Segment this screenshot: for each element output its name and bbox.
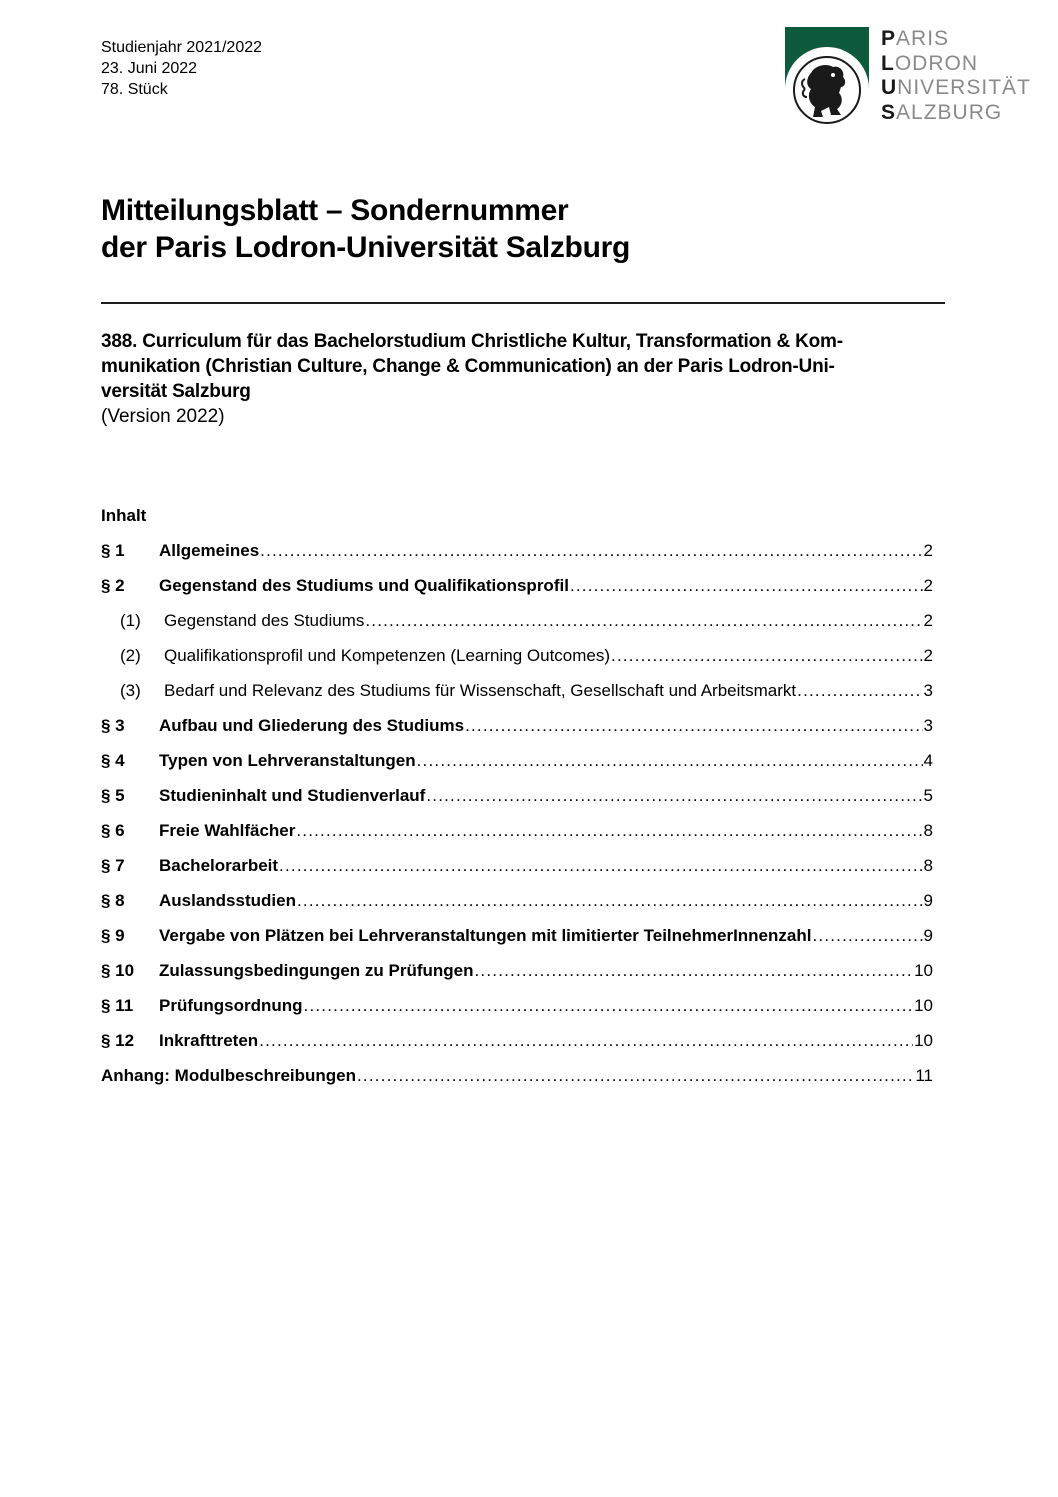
table-of-contents	[101, 504, 933, 1099]
toc-dot-leader	[297, 889, 923, 913]
version-note: (Version 2022)	[101, 406, 225, 427]
toc-entry-page: 3	[923, 716, 933, 735]
toc-entry[interactable]	[101, 959, 933, 994]
toc-dot-leader	[812, 924, 922, 948]
toc-entry-page: 5	[923, 786, 933, 805]
toc-entry-number: (1)	[120, 611, 141, 630]
toc-entry-label: Bedarf und Relevanz des Studiums für Wissenschaft, Gesellschaft und Arbeitsmarkt	[164, 681, 797, 700]
toc-entry-page: 2	[923, 611, 933, 630]
toc-dot-leader	[365, 609, 922, 633]
toc-entry[interactable]	[101, 924, 933, 959]
toc-entry-number: § 7	[101, 856, 125, 875]
toc-list	[101, 539, 933, 1099]
subject-line: munikation (Christian Culture, Change & Communication) an der Paris Lodron-Uni-	[101, 356, 835, 377]
logo-line-lodron: LODRON	[881, 51, 978, 75]
toc-entry-label: Allgemeines	[159, 541, 260, 560]
toc-entry-number: § 11	[101, 996, 134, 1015]
toc-entry-number: § 9	[101, 926, 125, 945]
toc-entry[interactable]	[101, 819, 933, 854]
toc-entry-page: 2	[923, 541, 933, 560]
toc-entry-page: 9	[923, 926, 933, 945]
toc-dot-leader	[797, 679, 922, 703]
toc-entry-page: 10	[914, 1031, 933, 1050]
page-title	[101, 192, 630, 266]
toc-entry[interactable]	[101, 539, 933, 574]
subject-line: versität Salzburg	[101, 381, 251, 402]
university-logo	[781, 27, 1041, 127]
toc-entry-label: Bachelorarbeit	[159, 856, 279, 875]
toc-entry[interactable]	[101, 574, 933, 609]
subject-heading	[101, 329, 961, 404]
toc-entry-label: Auslandsstudien	[159, 891, 296, 910]
toc-entry[interactable]	[101, 749, 933, 784]
toc-entry-number: § 6	[101, 821, 125, 840]
toc-entry-label: Studieninhalt und Studienverlauf	[159, 786, 426, 805]
toc-entry-page: 9	[923, 891, 933, 910]
toc-dot-leader	[611, 644, 923, 668]
issue-date: 23. Juni 2022	[101, 60, 198, 77]
toc-entry-page: 4	[923, 751, 933, 770]
toc-entry-number: § 2	[101, 576, 125, 595]
toc-title: Inhalt	[101, 506, 147, 525]
toc-entry[interactable]	[101, 714, 933, 749]
toc-entry-page: 3	[923, 681, 933, 700]
title-line-1: Mitteilungsblatt – Sondernummer	[101, 194, 569, 227]
toc-dot-leader	[426, 784, 922, 808]
issue-number: 78. Stück	[101, 81, 168, 98]
toc-entry-page: 8	[923, 821, 933, 840]
toc-entry[interactable]	[101, 609, 933, 644]
toc-dot-leader	[417, 749, 923, 773]
toc-entry-label: Vergabe von Plätzen bei Lehrveranstaltungen mit limitierter TeilnehmerInnenzahl	[159, 926, 812, 945]
toc-entry-label: Anhang: Modulbeschreibungen	[101, 1066, 356, 1085]
toc-dot-leader	[259, 1029, 913, 1053]
toc-entry-number: (3)	[120, 681, 141, 700]
toc-entry-page: 11	[915, 1066, 933, 1085]
toc-entry[interactable]	[101, 679, 933, 714]
toc-entry-label: Gegenstand des Studiums und Qualifikationsprofil	[159, 576, 569, 595]
logo-line-salzburg: SALZBURG	[881, 100, 1003, 124]
toc-dot-leader	[304, 994, 914, 1018]
toc-entry-label: Qualifikationsprofil und Kompetenzen (Learning Outcomes)	[164, 646, 611, 665]
toc-entry-page: 2	[923, 576, 933, 595]
toc-dot-leader	[475, 959, 914, 983]
issue-meta	[101, 37, 262, 100]
toc-entry-label: Aufbau und Gliederung des Studiums	[159, 716, 465, 735]
toc-entry-number: § 1	[101, 541, 125, 560]
toc-entry[interactable]	[101, 1064, 933, 1099]
subject-block	[101, 329, 961, 429]
toc-entry-label: Prüfungsordnung	[159, 996, 303, 1015]
toc-entry-number: § 3	[101, 716, 125, 735]
toc-entry-page: 8	[923, 856, 933, 875]
toc-entry[interactable]	[101, 994, 933, 1029]
toc-dot-leader	[357, 1064, 914, 1088]
toc-entry-page: 10	[914, 961, 933, 980]
toc-entry[interactable]	[101, 854, 933, 889]
toc-entry-number: § 4	[101, 751, 125, 770]
toc-entry-label: Inkrafttreten	[159, 1031, 259, 1050]
toc-entry[interactable]	[101, 1029, 933, 1064]
toc-dot-leader	[279, 854, 922, 878]
toc-entry-number: § 8	[101, 891, 125, 910]
title-line-2: der Paris Lodron-Universität Salzburg	[101, 231, 631, 264]
toc-entry[interactable]	[101, 784, 933, 819]
lion-emblem-icon	[781, 27, 873, 127]
toc-dot-leader	[260, 539, 922, 563]
logo-line-paris: PARIS	[881, 27, 950, 50]
logo-wordmark	[881, 27, 1031, 125]
toc-entry-number: (2)	[120, 646, 141, 665]
logo-line-universitat: UNIVERSITÄT	[881, 76, 1031, 99]
toc-entry[interactable]	[101, 889, 933, 924]
toc-entry-label: Freie Wahlfächer	[159, 821, 296, 840]
toc-entry-page: 2	[923, 646, 933, 665]
academic-year: Studienjahr 2021/2022	[101, 39, 263, 56]
toc-entry-label: Zulassungsbedingungen zu Prüfungen	[159, 961, 474, 980]
toc-entry-number: § 5	[101, 786, 125, 805]
toc-entry[interactable]	[101, 644, 933, 679]
subject-line: 388. Curriculum für das Bachelorstudium Christliche Kultur, Transformation & Kom-	[101, 331, 843, 352]
toc-dot-leader	[296, 819, 922, 843]
toc-entry-number: § 10	[101, 961, 135, 980]
title-divider	[101, 302, 945, 304]
toc-entry-page: 10	[914, 996, 933, 1015]
toc-entry-label: Typen von Lehrveranstaltungen	[159, 751, 416, 770]
toc-dot-leader	[465, 714, 922, 738]
toc-entry-label: Gegenstand des Studiums	[164, 611, 365, 630]
toc-entry-number: § 12	[101, 1031, 135, 1050]
toc-dot-leader	[570, 574, 923, 598]
